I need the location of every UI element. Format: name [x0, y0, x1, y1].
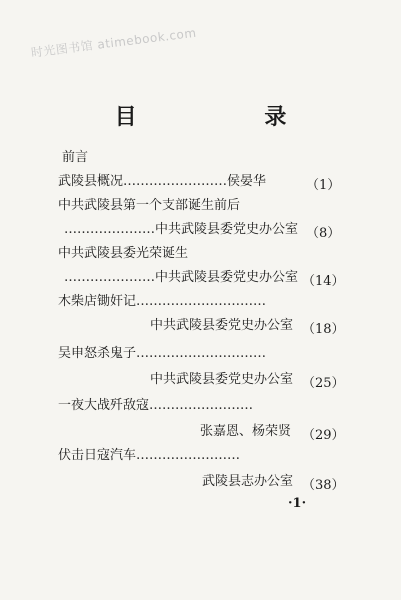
toc-entry[interactable]	[58, 198, 240, 214]
toc-entry-preface[interactable]	[62, 150, 88, 166]
toc-entry-title: 一夜大战歼敌寇	[58, 398, 150, 413]
toc-entry-author: 张嘉恩、杨荣贤	[200, 424, 292, 439]
toc-page-number: （25）	[302, 376, 345, 391]
toc-page-number: （14）	[302, 274, 345, 289]
toc-entry-title: 武陵县概况	[58, 174, 124, 189]
toc-page-number: （29）	[302, 428, 345, 443]
dot-leader: ……………………	[149, 398, 254, 413]
dot-leader: …………………………	[136, 346, 267, 361]
dot-leader: …………………	[64, 270, 155, 285]
toc-entry-title: 前言	[62, 150, 89, 165]
toc-entry-title: 伏击日寇汽车	[58, 448, 137, 463]
toc-entry-continuation	[202, 474, 293, 490]
toc-page-number: （38）	[302, 478, 345, 493]
toc-page-number: （1）	[306, 178, 341, 193]
page-number-footer: ·1·	[288, 496, 307, 511]
toc-entry[interactable]	[58, 246, 188, 262]
toc-entry-continuation	[200, 424, 291, 440]
toc-entry-author: 中共武陵县委党史办公室	[150, 372, 294, 387]
toc-entry[interactable]	[58, 398, 253, 414]
toc-entry[interactable]	[58, 448, 240, 464]
toc-page-number: （8）	[306, 226, 341, 241]
toc-entry-author: 中共武陵县委党史办公室	[155, 270, 299, 285]
toc-entry-title: 中共武陵县委光荣诞生	[58, 246, 189, 261]
toc-entry[interactable]	[58, 346, 266, 362]
toc-page-number: （18）	[302, 322, 345, 337]
dot-leader: …………………………	[136, 294, 267, 309]
toc-entry-author: 中共武陵县委党史办公室	[155, 222, 299, 237]
toc-entry[interactable]	[58, 294, 266, 310]
dot-leader: ……………………	[123, 174, 228, 189]
toc-entry-continuation	[64, 222, 298, 238]
toc-entry-title: 木柴店锄奸记	[58, 294, 137, 309]
dot-leader: …………………	[64, 222, 155, 237]
toc-entry-author: 武陵县志办公室	[202, 474, 294, 489]
watermark: 时光图书馆 atimebook.com	[30, 25, 198, 60]
toc-entry-author: 中共武陵县委党史办公室	[150, 318, 294, 333]
dot-leader: ……………………	[136, 448, 241, 463]
toc-entry-continuation	[150, 372, 293, 388]
toc-entry-continuation	[64, 270, 298, 286]
page-title: 目 录	[114, 104, 347, 130]
toc-entry-title: 吴申怒杀鬼子	[58, 346, 137, 361]
toc-entry-continuation	[150, 318, 293, 334]
toc-entry-author: 侯晏华	[227, 174, 267, 189]
toc-entry-title: 中共武陵县第一个支部诞生前后	[58, 198, 241, 213]
toc-entry[interactable]	[58, 174, 266, 190]
